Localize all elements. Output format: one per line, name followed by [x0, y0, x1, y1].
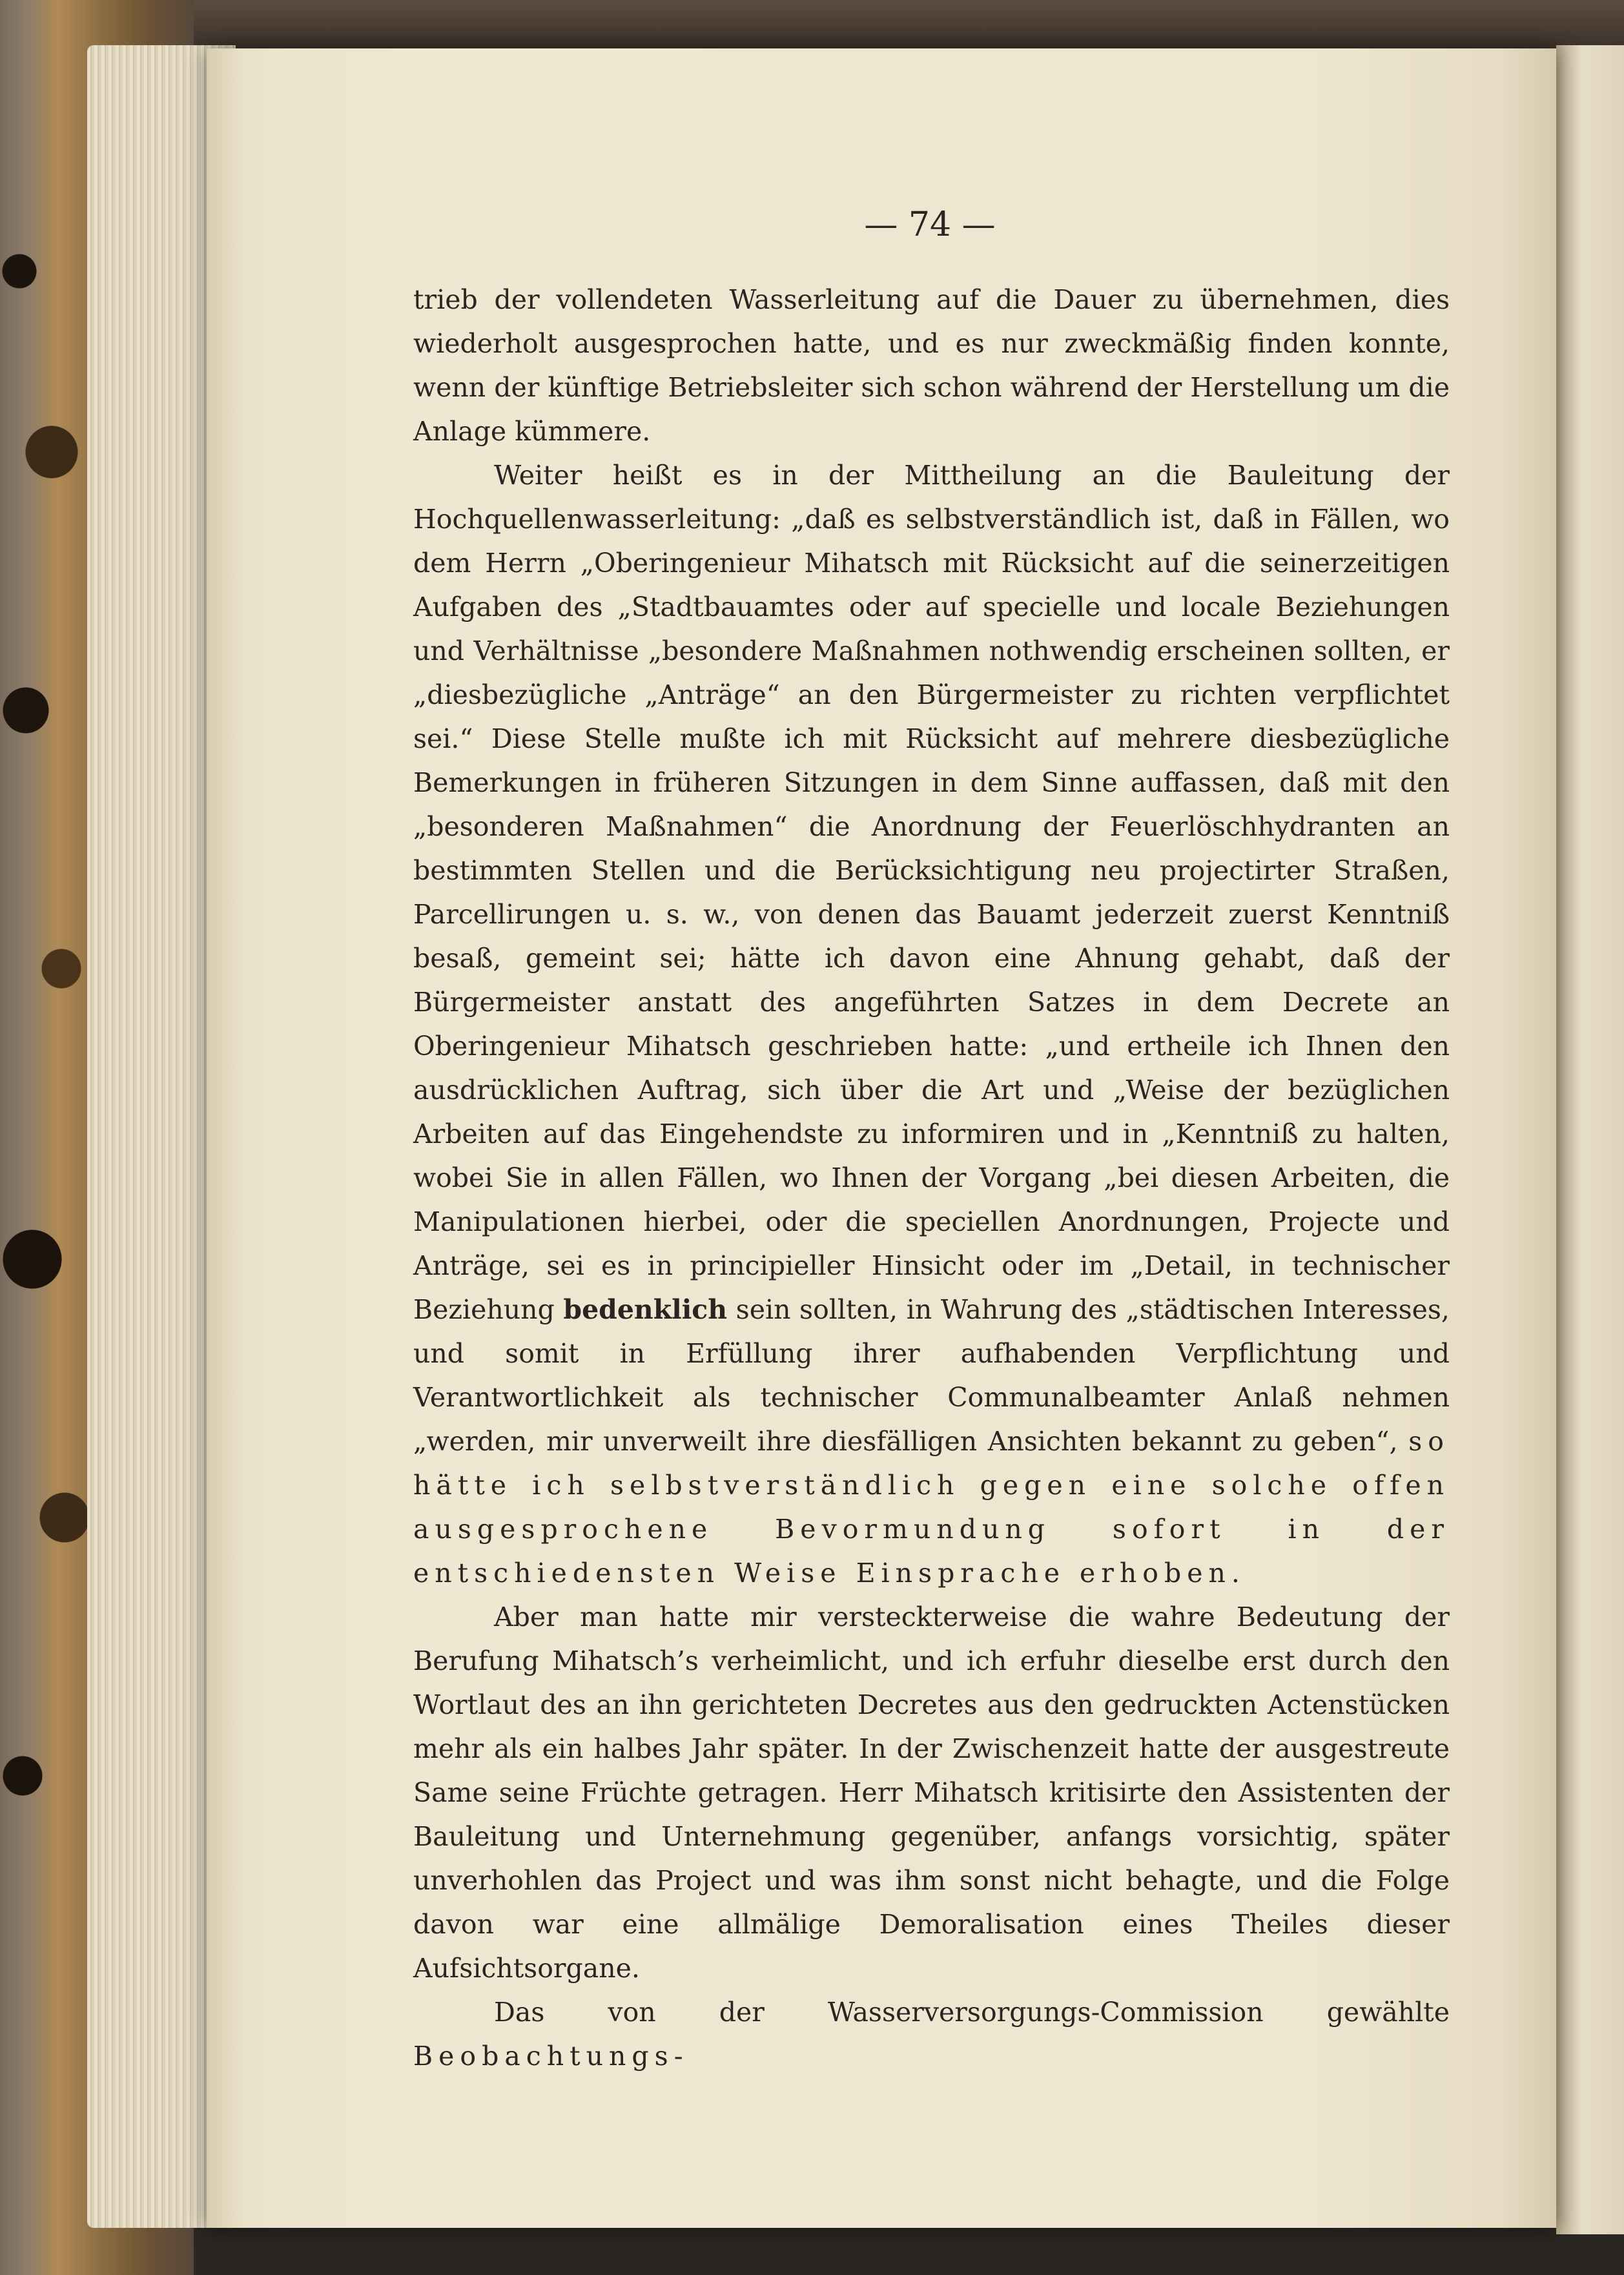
- paragraph-2-spaced-text: so hätte ich selbstverständlich gegen eine solche offen ausgesprochene Bevormundung sofort in der entschiedensten Weise Einsprache erhoben.: [413, 1426, 1450, 1589]
- page-number: — 74 —: [864, 205, 996, 244]
- paragraph-1: [413, 278, 1450, 453]
- paragraph-2-text-b: sein sollten, in Wahrung des „städtischen Interesses, und somit in Erfüllung ihrer aufhabenden Verpflichtung und Verantwortlichkeit als technischer Communalbeamter Anlaß nehmen „werden, mir unverweilt ihre diesfälligen Ansichten bekannt zu geben“,: [413, 1294, 1450, 1457]
- book-cover-top-edge: [0, 0, 1624, 52]
- emphasized-word: bedenklich: [563, 1294, 728, 1325]
- paragraph-1-text: trieb der vollendeten Wasserleitung auf die Dauer zu übernehmen, dies wiederholt ausgesprochen hatte, und es nur zweckmäßig finden konnte, wenn der künftige Betriebsleiter sich schon während der Herstellung um die Anlage kümmere.: [413, 284, 1450, 447]
- paragraph-4-text: Das von der Wasserversorgungs-Commission gewählte: [494, 1997, 1450, 2028]
- paragraph-4: [413, 1990, 1450, 2078]
- page-body-text: [413, 278, 1450, 2078]
- paragraph-2-text-a: Weiter heißt es in der Mittheilung an die Bauleitung der Hochquellenwasserleitung: „daß es selbstverständlich ist, daß in Fällen, wo dem Herrn „Oberingenieur Mihatsch mit Rücksicht auf die seinerzeitigen Aufgaben des „Stadtbauamtes oder auf specielle und locale Beziehungen und Verhältnisse „besondere Maßnahmen nothwendig erscheinen sollten, er „diesbezügliche „Anträge“ an den Bürgermeister zu richten verpflichtet sei.“ Diese Stelle mußte ich mit Rücksicht auf mehrere diesbezügliche Bemerkungen in früheren Sitzungen in dem Sinne auffassen, daß mit den „besonderen Maßnahmen“ die Anordnung der Feuerlöschhydranten an bestimmten Stellen und die Berücksichtigung neu projectirter Straßen, Parcellirungen u. s. w., von denen das Bauamt jederzeit zuerst Kenntniß besaß, gemeint sei; hätte ich davon eine Ahnung gehabt, daß der Bürgermeister anstatt des angeführten Satzes in dem Decrete an Oberingenieur Mihatsch geschrieben hatte: „und ertheile ich Ihnen den ausdrücklichen Auftrag, sich über die Art und „Weise der bezüglichen Arbeiten auf das Eingehendste zu informiren und in „Kenntniß zu halten, wobei Sie in allen Fällen, wo Ihnen der Vorgang „bei diesen Arbeiten, die Manipulationen hierbei, oder die speciellen Anordnungen, Projecte und Anträge, sei es in principieller Hinsicht oder im „Detail, in technischer Beziehung: [413, 460, 1450, 1325]
- paragraph-4-spaced-text: Beobachtungs-: [413, 2041, 689, 2072]
- paragraph-3-text: Aber man hatte mir versteckterweise die wahre Bedeutung der Berufung Mihatsch’s verheimlicht, und ich erfuhr dieselbe erst durch den Wortlaut des an ihn gerichteten Decretes aus den gedruckten Actenstücken mehr als ein halbes Jahr später. In der Zwischenzeit hatte der ausgestreute Same seine Früchte getragen. Herr Mihatsch kritisirte den Assistenten der Bauleitung und Unternehmung gegenüber, anfangs vorsichtig, später unverhohlen das Project und was ihm sonst nicht behagte, und die Folge davon war eine allmälige Demoralisation eines Theiles dieser Aufsichtsorgane.: [413, 1601, 1450, 1984]
- paragraph-3: [413, 1595, 1450, 1990]
- facing-page-edge: [1556, 45, 1624, 2234]
- paragraph-2: [413, 453, 1450, 1595]
